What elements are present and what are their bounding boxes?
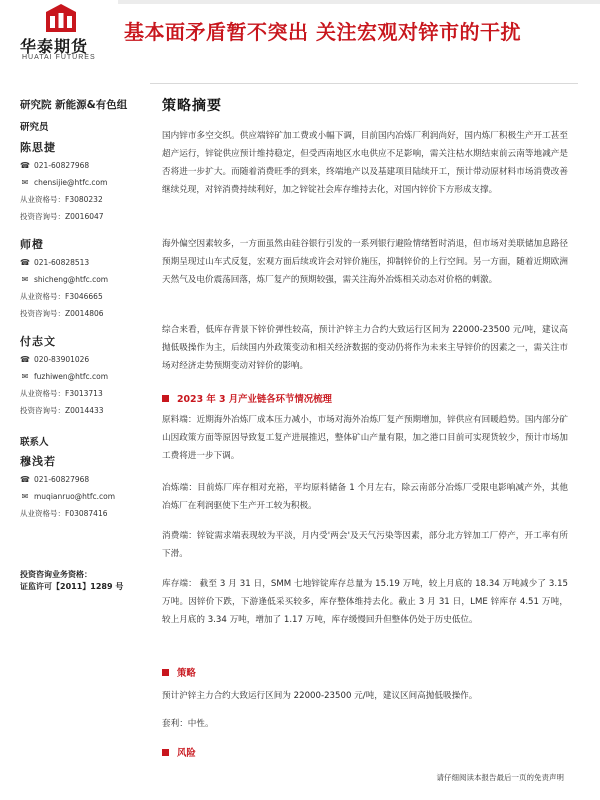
strategy-paragraph: 套利：中性。 [162, 719, 214, 729]
mail-icon: ✉ [21, 275, 29, 284]
analyst-consult-no: 投资咨询号：Z0014433 [20, 406, 104, 415]
subhead-risk [162, 745, 568, 759]
analyst-card [20, 139, 150, 225]
analyst-email[interactable] [20, 271, 150, 288]
analyst-consult-no: 投资咨询号：Z0016047 [20, 212, 104, 221]
disclaimer-note: 请仔细阅读本报告最后一页的免责声明 [436, 773, 564, 782]
analyst-sidebar [0, 75, 150, 800]
analyst-phone-text: 020-83901026 [34, 355, 90, 364]
contact-qualification: 从业资格号：F03087416 [20, 509, 108, 518]
analyst-email-text[interactable]: fuzhiwen@htfc.com [34, 372, 109, 381]
phone-icon: ☎ [20, 355, 30, 364]
analyst-phone [20, 254, 150, 271]
divider [150, 83, 578, 84]
subhead-chain [162, 391, 568, 405]
chain-paragraph: 原料端：近期海外冶炼厂成本压力减小，市场对海外冶炼厂复产预期增加，锌供应有回暖趋势。国内部分矿山因政策方面等原因导致复工复产进展推迟，整体矿山产量有限，加之港口目前可实现货较少，预计市场加工费将进一步下调。 [162, 415, 568, 461]
contact-email[interactable] [20, 488, 150, 505]
header-top-bar [118, 0, 600, 4]
company-logo [20, 2, 115, 64]
contact-email-text[interactable]: muqianruo@htfc.com [34, 492, 116, 501]
contact-phone [20, 471, 150, 488]
analyst-qualification: 从业资格号：F3046665 [20, 292, 103, 301]
analyst-card [20, 236, 150, 322]
mail-icon: ✉ [21, 492, 29, 501]
bullet-square-icon [162, 669, 169, 676]
subhead-chain-text: 2023 年 3 月产业链各环节情况梳理 [177, 394, 332, 405]
license-line-1: 投资咨询业务资格： [20, 570, 92, 579]
strategy-paragraph: 预计沪锌主力合约大致运行区间为 22000-23500 元/吨，建议区间高抛低吸操作。 [162, 691, 478, 701]
chain-paragraph: 库存端： 截至 3 月 31 日，SMM 七地锌锭库存总量为 15.19 万吨，较上月底的 18.34 万吨减少了 3.15 万吨。因锌价下跌，下游逢低采买较多，库存整体维持去化。截止 3 月 31 日，LME 锌库存 4.51 万吨，较上月底的 3.34 万吨，增加了 1.17 万吨，库存缓慢回升但整体仍处于历史低位。 [162, 579, 568, 625]
summary-paragraph: 国内锌市多空交织。供应端锌矿加工费或小幅下调，目前国内冶炼厂利润尚好，国内炼厂积极生产开工甚至超产运行，锌锭供应预计维持稳定，但受西南地区水电供应不足影响，需关注枯水期结束前云南等地减产是否将进一步扩大。而随着消费旺季的到来，终端地产以及基建项目陆续开工，预计带动原材料市场消费改善继续兑现，对锌消费持续利好，加之锌锭社会库存维持去化，对国内锌价下方形成支撑。 [162, 131, 568, 195]
analyst-phone-text: 021-60828513 [34, 258, 90, 267]
department-label: 研究院 新能源&有色组 [20, 99, 128, 111]
subhead-strategy-text: 策略 [177, 668, 196, 679]
summary-paragraph: 海外偏空因素较多，一方面虽然由硅谷银行引发的一系列银行避险情绪暂时消退，但市场对美联储加息路径预期呈现过山车式反复，宏观方面后续或许会对锌价施压，抑制锌价的上行空间。另一方面，随着近期欧洲天然气及电价震荡回落，炼厂复产的预期较强，需关注海外冶炼相关动态对价格的刺激。 [162, 239, 568, 285]
mail-icon: ✉ [21, 372, 29, 381]
analyst-name: 付志文 [20, 335, 56, 348]
subhead-risk-text: 风险 [177, 748, 196, 759]
bullet-square-icon [162, 749, 169, 756]
analyst-card [20, 333, 150, 419]
phone-icon: ☎ [20, 161, 30, 170]
subhead-strategy [162, 665, 568, 679]
contact-label: 联系人 [20, 437, 49, 448]
chain-paragraph: 消费端：锌锭需求端表现较为平淡，月内受'两会'及天气污染等因素，部分北方锌加工厂停产，开工率有所下滑。 [162, 531, 568, 559]
section-title: 策略摘要 [162, 98, 222, 114]
contact-phone-text: 021-60827968 [34, 475, 90, 484]
analyst-consult-no: 投资咨询号：Z0014806 [20, 309, 104, 318]
analyst-email-text[interactable]: shicheng@htfc.com [34, 275, 109, 284]
bullet-square-icon [162, 395, 169, 402]
analyst-phone-text: 021-60827968 [34, 161, 90, 170]
license-info [20, 569, 150, 593]
report-header [0, 0, 600, 72]
analyst-email[interactable] [20, 368, 150, 385]
chain-paragraph: 冶炼端：目前炼厂库存相对充裕，平均原料储备 1 个月左右，除云南部分冶炼厂受限电影响减产外，其他冶炼厂在利润驱使下生产开工较为积极。 [162, 483, 568, 511]
analyst-phone [20, 157, 150, 174]
analyst-email[interactable] [20, 174, 150, 191]
license-line-2: 证监许可【2011】1289 号 [20, 582, 124, 591]
logo-text-cn: 华泰期货 [20, 37, 89, 56]
contact-card [20, 453, 150, 522]
phone-icon: ☎ [20, 258, 30, 267]
analyst-phone [20, 351, 150, 368]
contact-name: 穆浅若 [20, 455, 56, 468]
logo-text-en: HUATAI FUTURES [22, 54, 96, 61]
analyst-qualification: 从业资格号：F3013713 [20, 389, 103, 398]
phone-icon: ☎ [20, 475, 30, 484]
summary-paragraph: 综合来看，低库存背景下锌价弹性较高，预计沪锌主力合约大致运行区间为 22000-23500 元/吨，建议高抛低吸操作为主，后续国内外政策变动和相关经济数据的变动仍将作为未来主导锌价的因素之一，需关注市场对经济走势预期变动对锌价的影响。 [162, 325, 568, 371]
analyst-qualification: 从业资格号：F3080232 [20, 195, 103, 204]
analyst-name: 师橙 [20, 238, 44, 251]
analyst-name: 陈思捷 [20, 141, 56, 154]
report-body [150, 75, 578, 800]
mail-icon: ✉ [21, 178, 29, 187]
logo-mark-icon [42, 2, 80, 34]
report-headline: 基本面矛盾暂不突出 关注宏观对锌市的干扰 [124, 20, 521, 44]
researchers-label: 研究员 [20, 122, 49, 133]
analyst-email-text[interactable]: chensijie@htfc.com [34, 178, 108, 187]
